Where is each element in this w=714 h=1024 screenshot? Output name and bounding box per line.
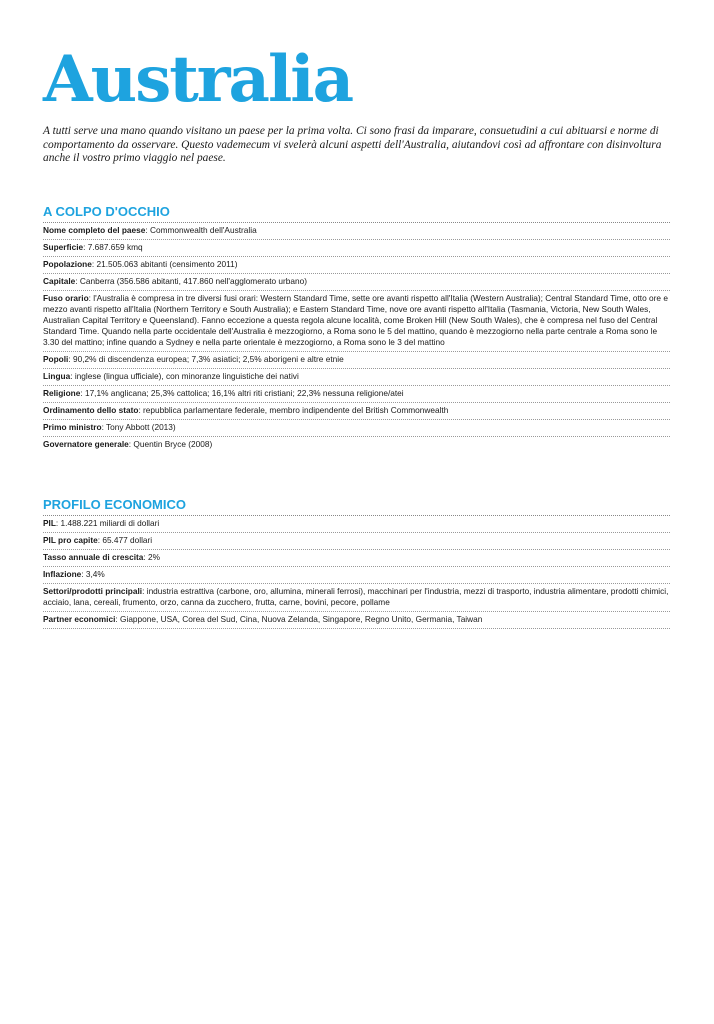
fact-value: : Canberra (356.586 abitanti, 417.860 nell'agglomerato urbano) — [75, 275, 308, 286]
fact-row — [43, 516, 670, 533]
fact-value: : Quentin Bryce (2008) — [128, 438, 213, 449]
fact-value: : 7.687.659 kmq — [83, 241, 143, 252]
fact-label: Capitale — [43, 275, 76, 286]
fact-value: : industria estrattiva (carbone, oro, allumina, minerali ferrosi), macchinari per l'industria, mezzi di trasporto, industria alimentare, prodotti chimici, acciaio, lana, cereali, frumento, orzo, canna da zucchero, frutta, carne, bovini, pecore, pollame — [43, 585, 669, 607]
fact-row — [43, 352, 670, 369]
fact-value: : repubblica parlamentare federale, membro indipendente del British Commonwealth — [138, 404, 449, 415]
fact-label: PIL pro capite — [43, 534, 98, 545]
fact-label: Inflazione — [43, 568, 82, 579]
fact-label: Popoli — [43, 353, 69, 364]
fact-row — [43, 386, 670, 403]
fact-value: : 21.505.063 abitanti (censimento 2011) — [91, 258, 238, 269]
section-heading-economia: PROFILO ECONOMICO — [43, 497, 670, 516]
fact-value: : 1.488.221 miliardi di dollari — [55, 517, 160, 528]
fact-value: : l'Australia è compresa in tre diversi fusi orari: Western Standard Time, sette ore avanti rispetto all'Italia (Western Australia); Central Standard Time, otto ore e mezzo avanti rispetto all'Italia (Northern Territory e South Australia); e Eastern Standard Time, nove ore avanti rispetto all'Italia (Tasmania, Victoria, New South Wales, Australian Capital Territory e Queensland). Fanno eccezione a questa regola alcune località, come Broken Hill (New South Wales), che è compresa nel fuso del Central Standard Time. Quando nella parte occidentale dell'Australia è mezzogiorno, a Roma sono le 5 del mattino, quando è mezzogiorno nella parte centrale a Roma sono le 3.30 del mattino; infine quando a Sydney e nella parte orientale è mezzogiorno, a Roma sono le 3 del mattino — [43, 292, 668, 347]
fact-row — [43, 550, 670, 567]
fact-value: : Giappone, USA, Corea del Sud, Cina, Nuova Zelanda, Singapore, Regno Unito, Germania, Taiwan — [115, 613, 483, 624]
fact-row — [43, 437, 670, 453]
fact-row — [43, 584, 670, 612]
fact-label: Primo ministro — [43, 421, 102, 432]
intro-paragraph: A tutti serve una mano quando visitano un paese per la prima volta. Ci sono frasi da imparare, consuetudini a cui abituarsi e norme di comportamento da osservare. Questo vademecum vi svelerà alcuni aspetti dell'Australia, aiutandovi così ad affrontare con disinvoltura anche il vostro primo viaggio nel paese. — [43, 125, 662, 164]
fact-row — [43, 369, 670, 386]
fact-row — [43, 420, 670, 437]
fact-row — [43, 403, 670, 420]
fact-label: Lingua — [43, 370, 71, 381]
fact-label: Nome completo del paese — [43, 224, 146, 235]
page-title: Australia — [43, 42, 353, 117]
fact-row — [43, 240, 670, 257]
fact-row — [43, 223, 670, 240]
fact-label: Religione — [43, 387, 81, 398]
fact-label: Popolazione — [43, 258, 92, 269]
fact-value: : 2% — [143, 551, 160, 562]
fact-value: : inglese (lingua ufficiale), con minoranze linguistiche dei nativi — [70, 370, 299, 381]
fact-label: Superficie — [43, 241, 84, 252]
fact-label: PIL — [43, 517, 56, 528]
fact-value: : Commonwealth dell'Australia — [145, 224, 257, 235]
document-page — [43, 44, 670, 629]
section-heading-colpo: A COLPO D'OCCHIO — [43, 204, 670, 223]
fact-label: Settori/prodotti principali — [43, 585, 143, 596]
fact-row — [43, 291, 670, 352]
fact-row — [43, 257, 670, 274]
fact-row — [43, 533, 670, 550]
fact-value: : Tony Abbott (2013) — [101, 421, 176, 432]
fact-value: : 17,1% anglicana; 25,3% cattolica; 16,1% altri riti cristiani; 22,3% nessuna religione/atei — [80, 387, 404, 398]
fact-label: Tasso annuale di crescita — [43, 551, 144, 562]
fact-value: : 65.477 dollari — [97, 534, 153, 545]
economia-list — [43, 516, 670, 629]
fact-label: Partner economici — [43, 613, 116, 624]
fact-row — [43, 274, 670, 291]
fact-label: Fuso orario — [43, 292, 89, 303]
fact-label: Ordinamento dello stato — [43, 404, 139, 415]
fact-value: : 90,2% di discendenza europea; 7,3% asiatici; 2,5% aborigeni e altre etnie — [68, 353, 344, 364]
fact-row — [43, 612, 670, 629]
fact-value: : 3,4% — [81, 568, 105, 579]
colpo-list — [43, 223, 670, 453]
fact-label: Governatore generale — [43, 438, 129, 449]
fact-row — [43, 567, 670, 584]
